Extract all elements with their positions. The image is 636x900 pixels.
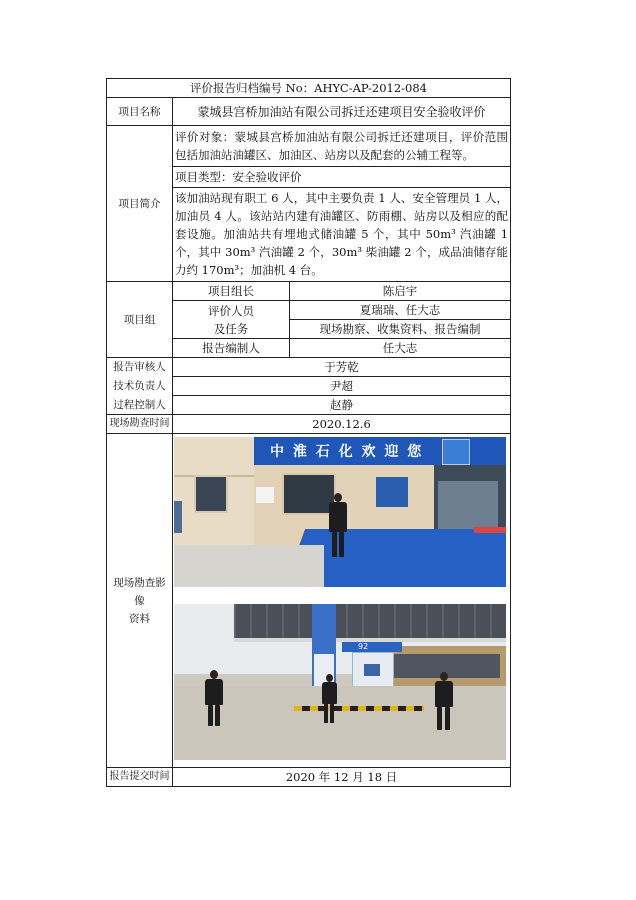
- project-name-value: 蒙城县宫桥加油站有限公司拆迁还建项目安全验收评价: [173, 98, 511, 126]
- evaluation-record-form: [106, 78, 510, 787]
- site-photos-label-line1: 现场勘查影像: [113, 576, 166, 607]
- tech-lead: 尹超: [173, 377, 511, 396]
- tech-lead-label: 技术负责人: [107, 377, 173, 396]
- evaluator-tasks: 现场勘察、收集资料、报告编制: [290, 320, 511, 339]
- site-photo-1: [174, 437, 506, 587]
- process-controller: 赵静: [173, 396, 511, 415]
- team-leader-label: 项目组长: [173, 282, 290, 301]
- evaluation-object: 评价对象：蒙城县宫桥加油站有限公司拆迁还建项目，评价范围包括加油站油罐区、加油区、站房以及配套的公辅工程等。: [175, 130, 509, 162]
- site-photo-2: [174, 604, 506, 760]
- reviewer-label: 报告审核人: [107, 358, 173, 377]
- site-photos-label-line2: 资料: [129, 612, 150, 625]
- submit-time: 2020 年 12 月 18 日: [173, 768, 511, 787]
- process-controller-label: 过程控制人: [107, 396, 173, 415]
- reviewer: 于芳乾: [173, 358, 511, 377]
- team-leader: 陈启宇: [290, 282, 511, 301]
- evaluators: 夏瑞瑞、任大志: [290, 301, 511, 320]
- site-photos-label: [107, 434, 173, 768]
- project-type: 项目类型：安全验收评价: [175, 170, 302, 184]
- survey-time: 2020.12.6: [173, 415, 511, 434]
- record-table: [106, 78, 511, 787]
- evaluators-label-line2: 及任务: [213, 321, 249, 336]
- evaluators-label: [173, 301, 290, 339]
- pump-grade-label: 92: [358, 642, 369, 651]
- site-photos: [173, 434, 511, 768]
- evaluators-label-line1: 评价人员: [208, 303, 254, 318]
- station-description: 该加油站现有职工 6 人，其中主要负责 1 人、安全管理员 1 人，加油员 4 人。该站站内建有油罐区、防雨棚、站房以及相应的配套设施。加油站共有埋地式储油罐 5 个，其中 50m³ 汽油罐 1 个，其中 30m³ 汽油罐 2 个，30m³ 柴油罐 2 个，成品油储存能力约 170m³；加油机 4 台。: [175, 191, 509, 277]
- report-writer-label: 报告编制人: [173, 339, 290, 358]
- report-writer: 任大志: [290, 339, 511, 358]
- project-name-label: 项目名称: [107, 98, 173, 126]
- project-team-label: 项目组: [107, 282, 173, 358]
- station-sign-text: 中 淮 石 化 欢 迎 您: [270, 444, 424, 460]
- survey-time-label: 现场勘查时间: [107, 415, 173, 434]
- project-intro: [173, 126, 511, 282]
- project-intro-label: 项目简介: [107, 126, 173, 282]
- archive-number: 评价报告归档编号 No：AHYC-AP-2012-084: [107, 79, 511, 98]
- submit-time-label: 报告提交时间: [107, 768, 173, 787]
